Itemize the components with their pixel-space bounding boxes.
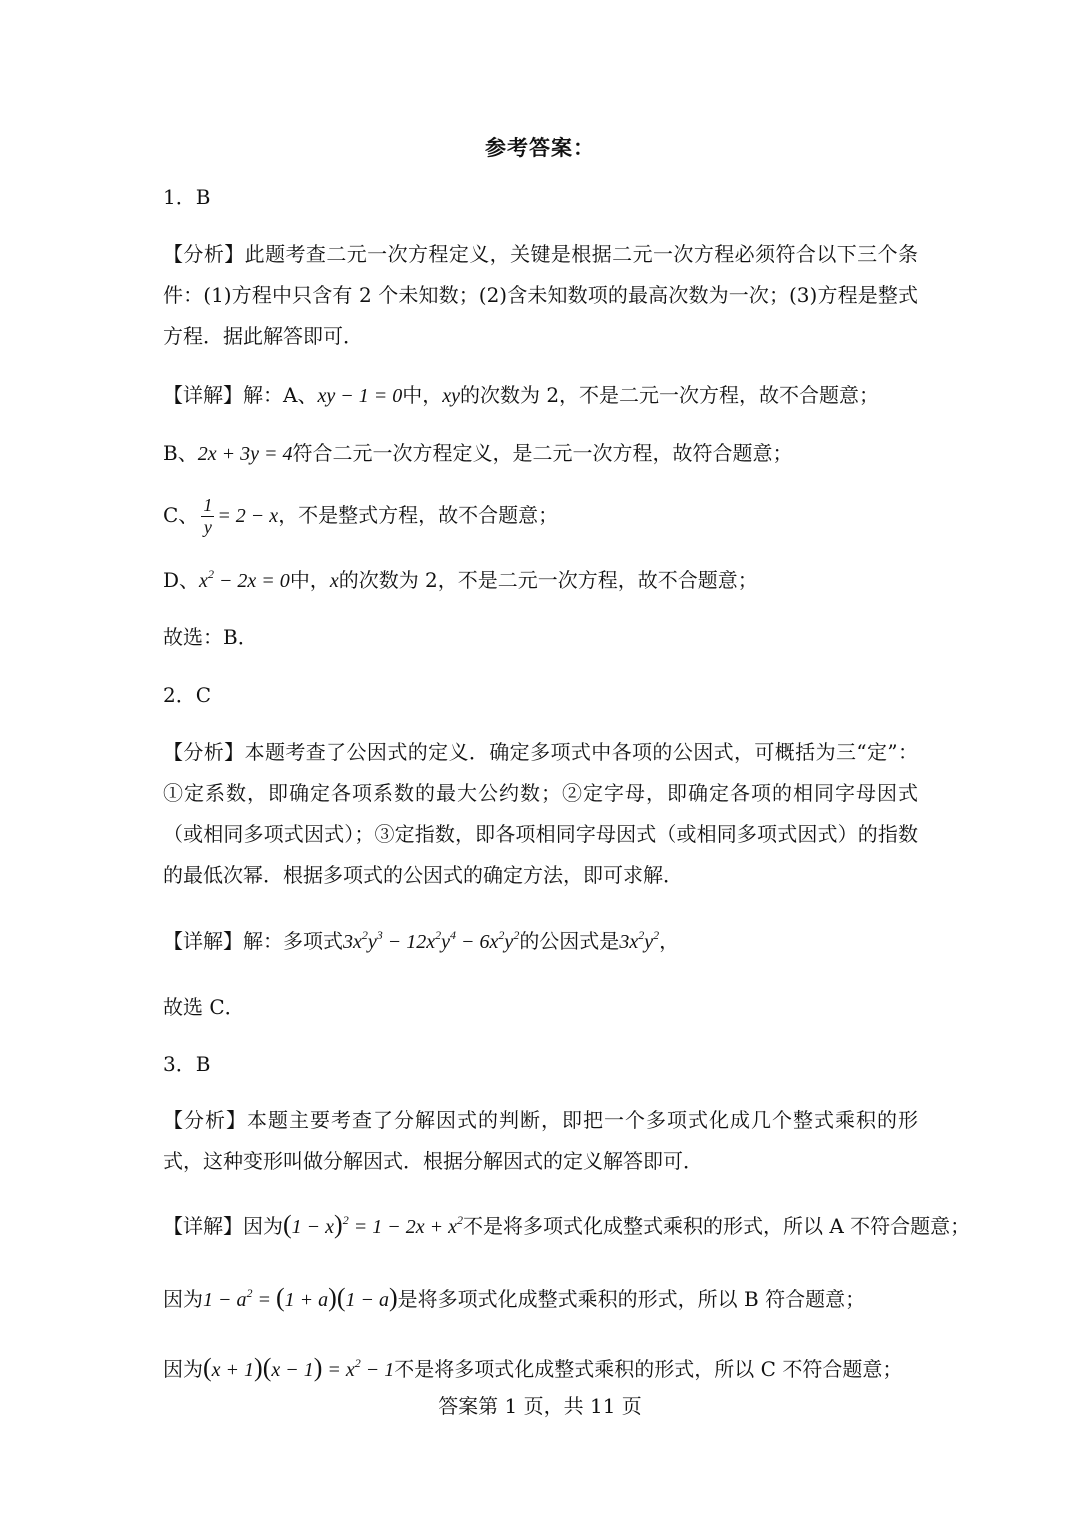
q3-answer: 3．B: [163, 1052, 211, 1076]
q1-detail-b: [163, 438, 923, 469]
page-footer: 答案第 1 页，共 11 页: [438, 1394, 642, 1418]
q3-b-tail: 是将多项式化成整式乘积的形式，所以 B 符合题意；: [397, 1287, 866, 1311]
q1-eq-a: xy − 1 = 0: [317, 385, 403, 407]
q1-var-x: x: [329, 570, 339, 592]
q1-eq-d: $x^2 - 2x = 0$: [199, 567, 290, 592]
page-title: 参考答案：: [485, 135, 595, 160]
q1-answer: 1．B: [163, 185, 211, 209]
q3-a-head: 【详解】因为: [163, 1214, 283, 1238]
q3-c-tail: 不是将多项式化成整式乘积的形式，所以 C 不符合题意；: [394, 1357, 903, 1381]
q1-b-head: B、: [163, 441, 198, 465]
q1-detail-a: [163, 380, 923, 411]
q1-detail-a-mid: 中，: [402, 383, 443, 407]
q3-eq-b: $1 - a^2 = (1 + a)(1 - a)$: [203, 1283, 398, 1312]
q3-eq-c: $(x + 1)(x - 1) = x^2 - 1$: [203, 1353, 395, 1382]
q1-d-mid: 中，: [289, 568, 330, 592]
q1-eq-c: = 2 − x: [217, 505, 279, 527]
q1-c-head: C、: [163, 503, 199, 527]
q1-detail-c: [163, 492, 923, 539]
q1-b-tail: 符合二元一次方程定义，是二元一次方程，故符合题意；: [292, 441, 793, 465]
q1-detail-head: 【详解】解：A、: [163, 383, 318, 407]
q2-answer: 2．C: [163, 683, 212, 707]
q1-frac-num: 1: [203, 495, 213, 515]
q2-detail-head: 【详解】解：多项式: [163, 929, 343, 953]
q1-c-tail: ，不是整式方程，故不合题意；: [278, 503, 559, 527]
q3-a-tail: 不是将多项式化成整式乘积的形式，所以 A 不符合题意；: [462, 1214, 971, 1238]
q2-polynomial: $3x^2y^3 - 12x^2y^4 - 6x^2y^2$: [343, 928, 520, 953]
q3-b-head: 因为: [163, 1287, 203, 1311]
q2-common-factor: $3x^2y^2$: [619, 928, 660, 953]
q2-detail: [163, 926, 923, 957]
q2-detail-tail: ，: [659, 929, 680, 953]
q2-detail-mid: 的公因式是: [519, 929, 620, 953]
q3-analysis: 【分析】本题主要考查了分解因式的判断，即把一个多项式化成几个整式乘积的形式，这种变形叫做分解因式．根据分解因式的定义解答即可．: [163, 1108, 918, 1173]
q2-analysis: 【分析】本题考查了公因式的定义．确定多项式中各项的公因式，可概括为三“定”：①定系数，即确定各项系数的最大公约数；②定字母，即确定各项的相同字母因式（或相同多项式因式）；③定指数，即各项相同字母因式（或相同多项式因式）的指数的最低次幂．根据多项式的公因式的确定方法，即可求解．: [163, 740, 918, 887]
q1-fraction: [201, 495, 214, 538]
q1-detail-a-tail: 的次数为 2，不是二元一次方程，故不合题意；: [459, 383, 880, 407]
q1-var-xy: xy: [442, 385, 460, 407]
q1-frac-den: y: [203, 517, 212, 537]
q3-detail-b: [163, 1283, 923, 1315]
q1-choice: 故选：B．: [163, 625, 258, 649]
q1-detail-d: [163, 565, 923, 596]
q3-eq-a: $(1 - x)^2 = 1 - 2x + x^2$: [283, 1210, 463, 1239]
q3-detail-a: [163, 1210, 971, 1242]
q3-c-head: 因为: [163, 1357, 203, 1381]
q3-detail-c: [163, 1353, 923, 1385]
q1-d-tail: 的次数为 2，不是二元一次方程，故不合题意；: [338, 568, 758, 592]
q1-d-head: D、: [163, 568, 200, 592]
q2-choice: 故选 C．: [163, 995, 245, 1019]
q1-analysis: 【分析】此题考查二元一次方程定义，关键是根据二元一次方程必须符合以下三个条件：(1)方程中只含有 2 个未知数；(2)含未知数项的最高次数为一次；(3)方程是整式方程．据此解答即可．: [163, 242, 918, 348]
q1-eq-b: 2x + 3y = 4: [197, 443, 293, 465]
